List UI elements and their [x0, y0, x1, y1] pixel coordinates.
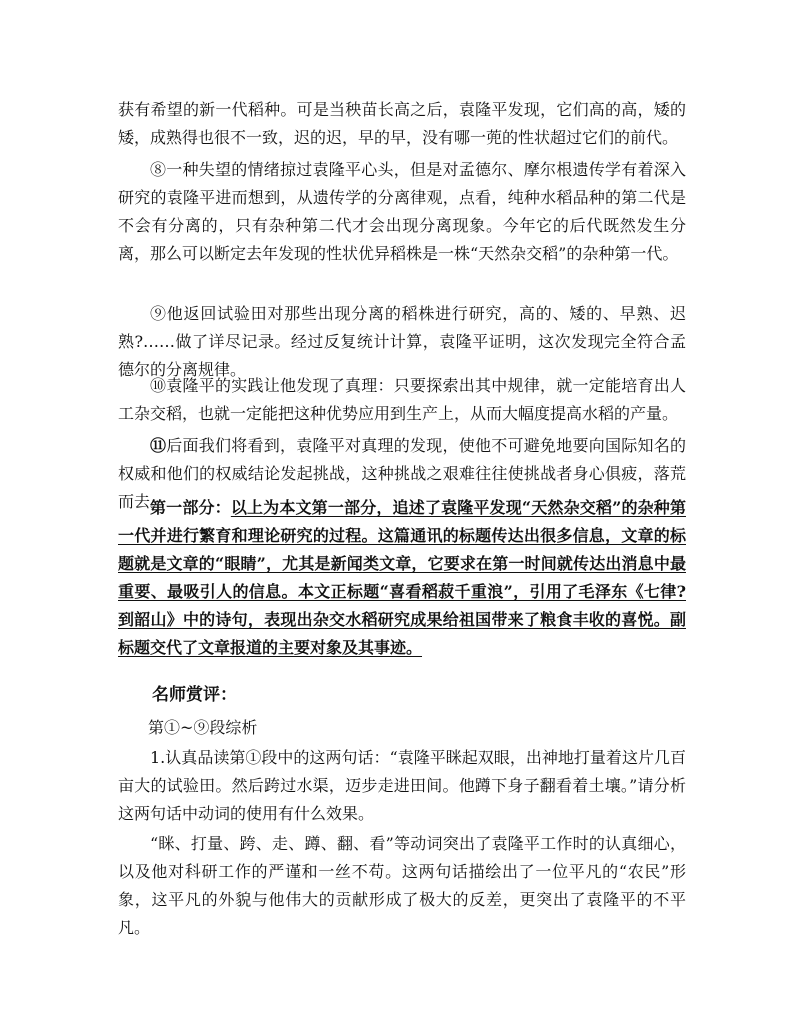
paragraph-10: ⑩袁隆平的实践让他发现了真理：只要探索出其中规律，就一定能培育出人工杂交稻，也就一定能把这种优势应用到生产上，从而大幅度提高水稻的产量。 — [118, 376, 686, 423]
paragraph-9: ⑨他返回试验田对那些出现分离的稻株进行研究，高的、矮的、早熟、迟熟?……做了详尽记录。经过反复统计计算，袁隆平证明，这次发现完全符合孟德尔的分离规律。 — [118, 304, 686, 379]
summary-lead: 第一部分： — [150, 498, 231, 517]
question-1: 1.认真品读第①段中的这两句话：“袁隆平眯起双眼，出神地打量着这片几百亩大的试验田。然后跨过水渠，迈步走进田间。他蹲下身子翻看着土壤。”请分析这两句话中动词的使用有什么效果。 — [118, 748, 686, 823]
summary-paragraph — [118, 494, 686, 662]
paragraph-11-number: ⑪ — [150, 436, 167, 455]
section-subtitle: 第①~⑨段综析 — [148, 718, 258, 737]
paragraph-8: ⑧一种失望的情绪掠过袁隆平心头，但是对孟德尔、摩尔根遗传学有着深入研究的袁隆平进而想到，从遗传学的分离律观，点看，纯种水稻品种的第二代是不会有分离的，只有杂种第二代才会出现分离现象。今年它的后代既然发生分离，那么可以断定去年发现的性状优异稻株是一株“天然杂交稻”的杂种第一代。 — [118, 160, 686, 263]
section-heading: 名师赏评： — [152, 685, 237, 705]
answer-1: “眯、打量、跨、走、蹲、翻、看”等动词突出了袁隆平工作时的认真细心，以及他对科研工作的严谨和一丝不苟。这两句话描绘出了一位平凡的“农民”形象，这平凡的外貌与他伟大的贡献形成了极大的反差，更突出了袁隆平的不平凡。 — [118, 834, 686, 937]
paragraph-11-text: 后面我们将看到，袁隆平对真理的发现，使他不可避免地要向国际知名的权威和他们的权威结论发起挑战，这种挑战之艰难往往使挑战者身心俱疲，落荒而去。 — [118, 436, 686, 511]
paragraph-continued: 获有希望的新一代稻种。可是当秧苗长高之后，袁隆平发现，它们高的高，矮的矮，成熟得也很不一致，迟的迟，早的早，没有哪一蔸的性状超过它们的前代。 — [118, 100, 686, 147]
summary-text: 以上为本文第一部分，追述了袁隆平发现“天然杂交稻”的杂种第一代并进行繁育和理论研究的过程。这篇通讯的标题传达出很多信息，文章的标题就是文章的“眼睛”，尤其是新闻类文章，它要求在第一时间就传达出消息中最重要、最吸引人的信息。本文正标题“喜看稻菽千重浪”，引用了毛泽东《七律?到韶山》中的诗句，表现出杂交水稻研究成果给祖国带来了粮食丰收的喜悦。副标题交代了文章报道的主要对象及其事迹。 — [118, 498, 686, 657]
